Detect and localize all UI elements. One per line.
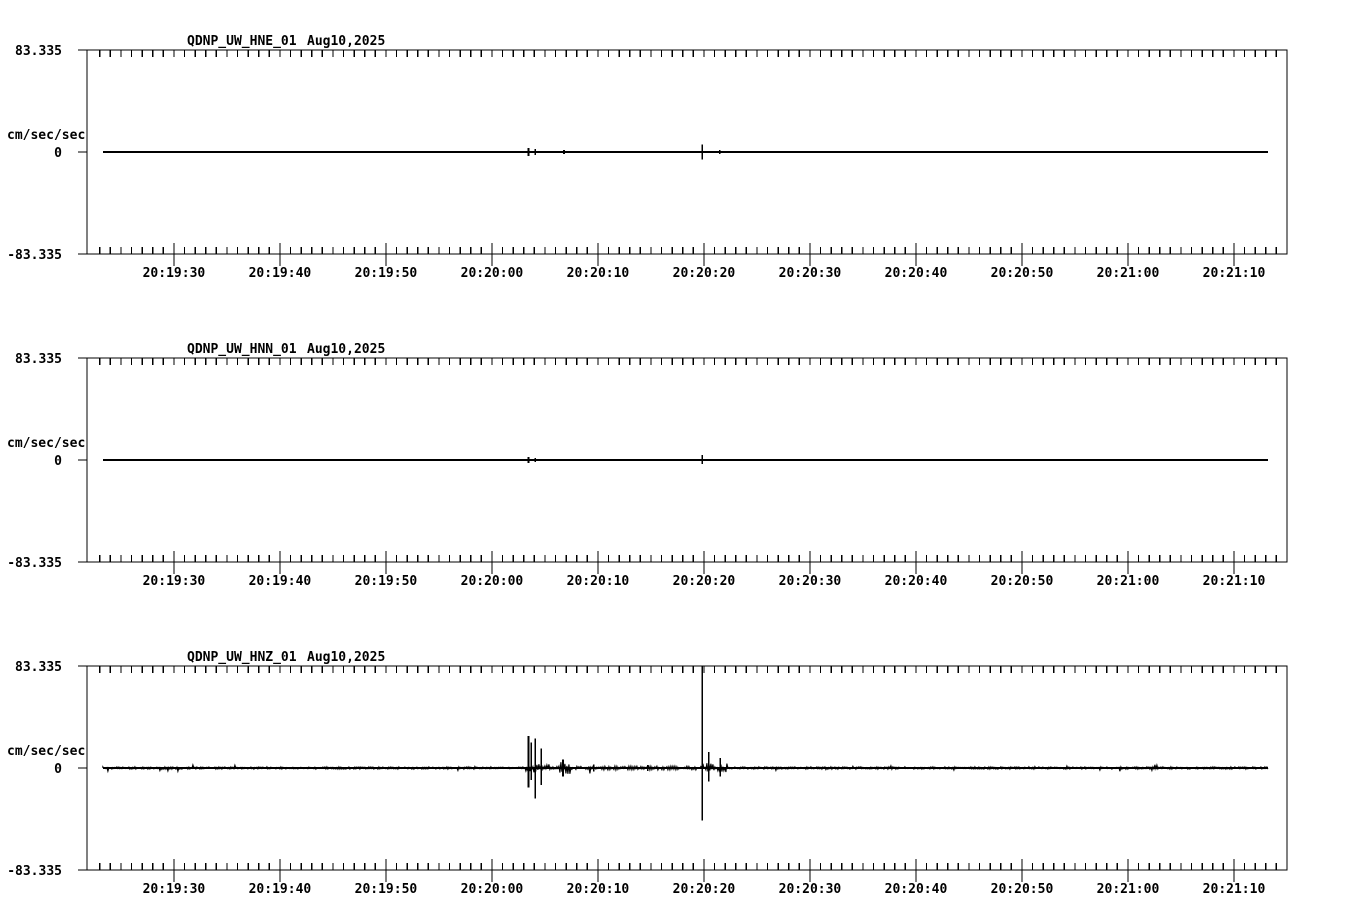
x-tick-label: 20:19:40 [248, 882, 312, 897]
x-tick-label: 20:20:20 [672, 574, 736, 589]
channel-id-label: QDNP_UW_HNE_01 [187, 34, 297, 49]
y-zero-label: 0 [54, 146, 62, 161]
x-tick-label: 20:21:00 [1096, 882, 1160, 897]
plot-area [78, 358, 1287, 589]
x-tick-label: 20:20:10 [566, 882, 630, 897]
x-tick-label: 20:19:40 [248, 574, 312, 589]
seismogram-plot-hne [0, 0, 1358, 308]
seismogram-panel-hnz [0, 616, 1358, 924]
y-units-label: cm/sec/sec [7, 744, 86, 759]
x-tick-label: 20:20:50 [990, 882, 1054, 897]
y-max-label: 83.335 [15, 660, 62, 675]
x-tick-label: 20:20:20 [672, 266, 736, 281]
x-tick-label: 20:19:30 [142, 266, 206, 281]
y-units-label: cm/sec/sec [7, 128, 86, 143]
x-tick-label: 20:20:40 [884, 266, 948, 281]
seismogram-plot-hnz [0, 616, 1358, 924]
x-tick-label: 20:20:00 [460, 574, 524, 589]
seismogram-panel-hnn [0, 308, 1358, 616]
x-tick-label: 20:20:30 [778, 882, 842, 897]
y-zero-label: 0 [54, 762, 62, 777]
y-min-label: -83.335 [7, 248, 62, 263]
x-tick-label: 20:20:20 [672, 882, 736, 897]
x-tick-label: 20:20:50 [990, 266, 1054, 281]
channel-id-label: QDNP_UW_HNN_01 [187, 342, 297, 357]
x-tick-label: 20:21:10 [1202, 882, 1266, 897]
x-tick-label: 20:20:00 [460, 266, 524, 281]
x-tick-label: 20:20:40 [884, 882, 948, 897]
y-min-label: -83.335 [7, 864, 62, 879]
channel-id-label: QDNP_UW_HNZ_01 [187, 650, 297, 665]
seismogram-panel-hne [0, 0, 1358, 308]
x-tick-label: 20:21:00 [1096, 574, 1160, 589]
x-tick-label: 20:20:00 [460, 882, 524, 897]
x-tick-label: 20:19:50 [354, 266, 418, 281]
y-max-label: 83.335 [15, 352, 62, 367]
waveform-noise-trace [103, 762, 1268, 774]
y-units-label: cm/sec/sec [7, 436, 86, 451]
x-tick-label: 20:19:50 [354, 574, 418, 589]
x-tick-label: 20:20:10 [566, 266, 630, 281]
plot-area [78, 666, 1287, 897]
x-tick-label: 20:20:40 [884, 574, 948, 589]
y-max-label: 83.335 [15, 44, 62, 59]
x-tick-label: 20:20:30 [778, 266, 842, 281]
y-zero-label: 0 [54, 454, 62, 469]
date-label: Aug10,2025 [307, 34, 386, 49]
y-min-label: -83.335 [7, 556, 62, 571]
x-tick-label: 20:20:30 [778, 574, 842, 589]
x-tick-label: 20:21:00 [1096, 266, 1160, 281]
x-tick-label: 20:19:30 [142, 574, 206, 589]
x-tick-label: 20:19:30 [142, 882, 206, 897]
x-tick-label: 20:19:50 [354, 882, 418, 897]
seismogram-plot-hnn [0, 308, 1358, 616]
plot-area [78, 50, 1287, 281]
x-tick-label: 20:19:40 [248, 266, 312, 281]
x-tick-label: 20:21:10 [1202, 574, 1266, 589]
x-tick-label: 20:20:50 [990, 574, 1054, 589]
x-tick-label: 20:20:10 [566, 574, 630, 589]
date-label: Aug10,2025 [307, 342, 386, 357]
x-tick-label: 20:21:10 [1202, 266, 1266, 281]
date-label: Aug10,2025 [307, 650, 386, 665]
